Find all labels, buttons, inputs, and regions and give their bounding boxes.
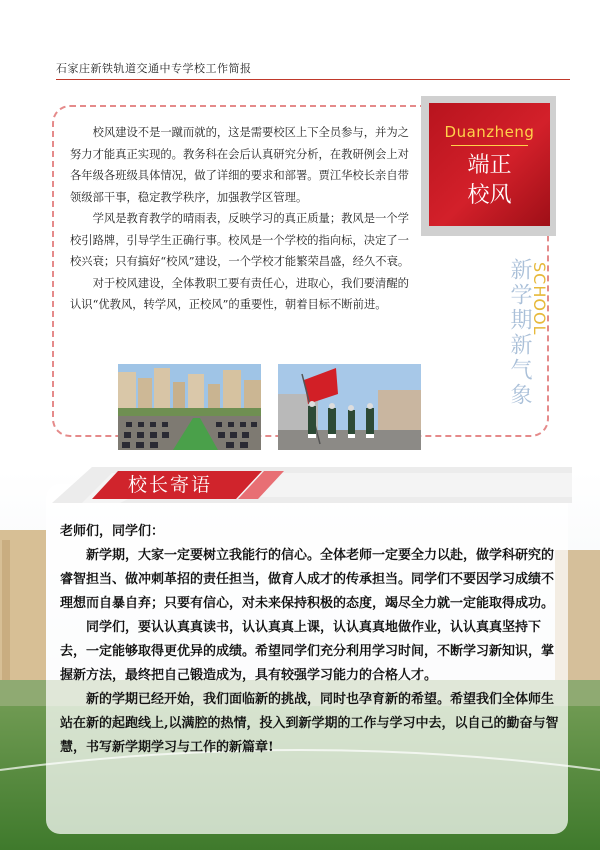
flag-guard-photo — [278, 364, 421, 450]
message-paragraph: 新的学期已经开始，我们面临新的挑战，同时也孕育新的希望。希望我们全体师生站在新的起跑线上,以满腔的热情，投入到新学期的工作与学习中去，以自己的勤奋与智慧，书写新学期学习与工作的新篇章! — [60, 692, 559, 755]
message-paragraph: 新学期，大家一定要树立我能行的信心。全体老师一定要全力以赴，做学科研究的睿智担当、做冲刺革招的责任担当，做育人成才的传承担当。同学们不要因学习成绩不理想而自暴自弃；只要有信心，对未来保持积极的态度，竭尽全力就一定能取得成功。 — [60, 548, 555, 611]
principal-message — [60, 520, 560, 760]
intro-paragraph: 对于校风建设，全体教职工要有责任心，进取心，我们要清醒的认识“优教风，转学风，正校风”的重要性，朝着目标不断前进。 — [70, 276, 409, 311]
section-badge — [429, 103, 550, 226]
header-divider — [56, 79, 570, 80]
section-title: 校长寄语 — [128, 474, 213, 496]
badge-english: Duanzheng — [444, 123, 535, 141]
intro-paragraph: 校风建设不是一蹴而就的，这是需要校区上下全员参与，并为之努力才能真正实现的。教务科在会后认真研究分析，在教研例会上对各年级各班级具体情况，做了详细的要求和部署。贾江华校长亲自带领级部干事，稳定教学秩序，加强教学区管理。 — [70, 126, 409, 204]
side-english: SCHOOL — [530, 262, 549, 336]
side-chinese: 新学期新气象 — [507, 258, 532, 408]
badge-underline — [451, 145, 528, 146]
badge-line-1: 端正 — [467, 153, 512, 178]
exam-photo — [118, 364, 261, 450]
newsletter-header: 石家庄新铁轨道交通中专学校工作简报 — [56, 62, 252, 75]
badge-chinese — [429, 151, 550, 211]
badge-line-2: 校风 — [467, 183, 512, 208]
greeting: 老师们，同学们： — [60, 524, 165, 539]
intro-paragraph: 学风是教育教学的晴雨表，反映学习的真正质量；教风是一个学校引路牌，引导学生正确行事。校风是一个学校的指向标，决定了一校兴衰；只有搞好“校风”建设，一个学校才能繁荣昌盛，经久不衰。 — [70, 212, 410, 268]
intro-article — [70, 122, 410, 316]
message-paragraph: 同学们，要认认真真读书，认认真真上课，认认真真地做作业，认认真真坚持下去，一定能够取得更优异的成绩。希望同学们充分利用学习时间，不断学习新知识，掌握新方法，最终把自己锻造成为，具有较强学习能力的合格人才。 — [60, 620, 555, 683]
